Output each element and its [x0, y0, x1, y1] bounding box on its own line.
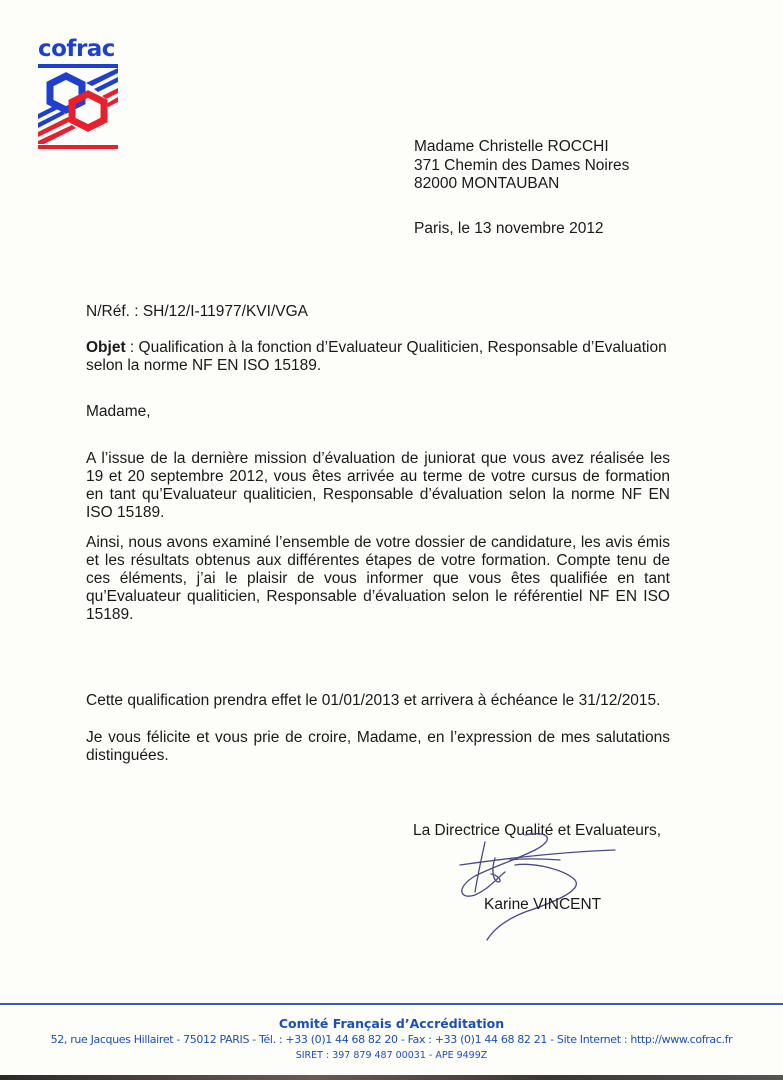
- paragraph-3: Cette qualification prendra effet le 01/01/2013 et arrivera à échéance le 31/12/2015.: [86, 692, 661, 709]
- paragraph-1: A l’issue de la dernière mission d’évaluation de juniorat que vous avez réalisée les 19 et 20 septembre 2012, vous êtes arrivée au terme de votre cursus de formation en tant qu’Evaluateur qualiticien, Responsable d’évaluation selon la norme NF EN ISO 15189.: [86, 450, 670, 521]
- paragraph-4: Je vous félicite et vous prie de croire, Madame, en l’expression de mes salutations distinguées.: [86, 729, 670, 764]
- scan-edge: [0, 1075, 783, 1080]
- recipient-city: 82000 MONTAUBAN: [414, 175, 560, 192]
- date-line: Paris, le 13 novembre 2012: [414, 220, 604, 237]
- hexagon-emblem-icon: [36, 64, 120, 150]
- handwritten-signature-icon: [455, 830, 625, 955]
- recipient-street: 371 Chemin des Dames Noires: [414, 156, 630, 174]
- subject-line: [86, 339, 670, 375]
- reference-line: N/Réf. : SH/12/I-11977/KVI/VGA: [86, 303, 308, 320]
- footer-address: 52, rue Jacques Hillairet - 75012 PARIS - Tél. : +33 (0)1 44 68 82 20 - Fax : +33 (0)1 44 68 82 21 - Site Internet : http://www.cofrac.fr: [50, 1033, 733, 1046]
- footer-registration: SIRET : 397 879 487 00031 - APE 9499Z: [295, 1050, 488, 1061]
- footer-organization: Comité Français d’Accréditation: [278, 1016, 505, 1031]
- paragraph-2: Ainsi, nous avons examiné l’ensemble de votre dossier de candidature, les avis émis et les résultats obtenus aux différentes étapes de votre formation. Compte tenu de ces éléments, j’ai le plaisir de vous informer que vous êtes qualifiée en tant qu’Evaluateur qualiticien, Responsable d’évaluation selon le référentiel NF EN ISO 15189.: [86, 534, 670, 623]
- subject-label: Objet: [86, 339, 126, 356]
- recipient-address: [414, 138, 629, 194]
- salutation: Madame,: [86, 403, 151, 420]
- signer-name: Karine VINCENT: [484, 896, 602, 913]
- logo-wordmark: cofrac: [38, 36, 115, 62]
- signer-title: La Directrice Qualité et Evaluateurs,: [413, 822, 662, 839]
- footer-divider: [0, 1003, 783, 1005]
- cofrac-logo: [36, 36, 122, 152]
- subject-text: : Qualification à la fonction d’Evaluateur Qualiticien, Responsable d’Evaluation selon la norme NF EN ISO 15189.: [86, 339, 667, 374]
- recipient-name: Madame Christelle ROCCHI: [414, 138, 609, 155]
